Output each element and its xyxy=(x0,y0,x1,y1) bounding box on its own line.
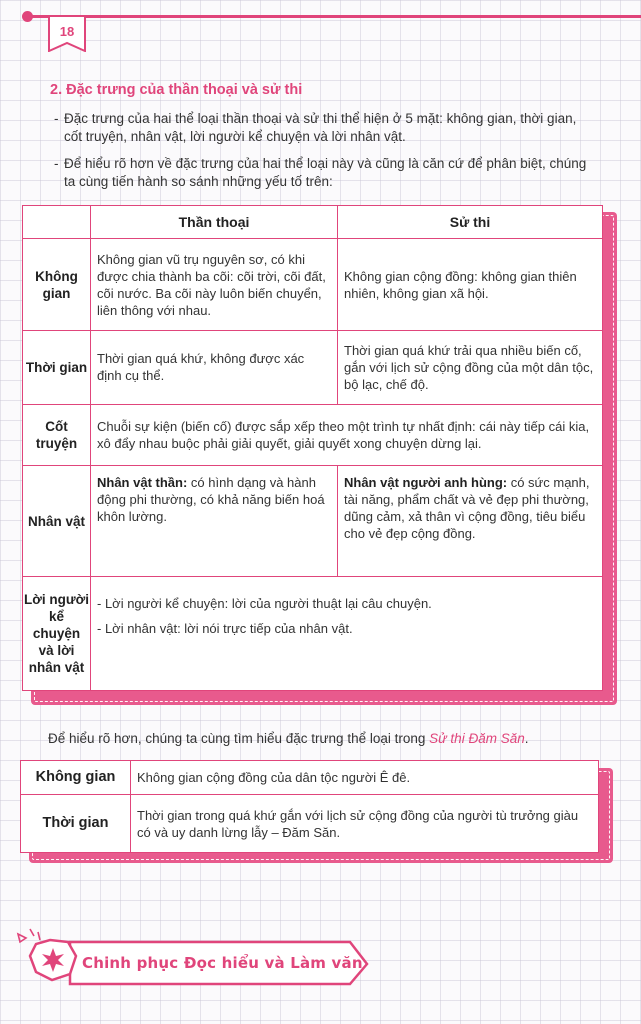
row-cot-truyen xyxy=(23,404,603,465)
bullet-dash: - xyxy=(54,111,59,126)
bullet-1 xyxy=(54,110,594,146)
khong-gian-su-thi: Không gian cộng đồng: không gian thiên nhiên, không gian xã hội. xyxy=(338,239,603,330)
khong-gian-than-thoai: Không gian vũ trụ nguyên sơ, có khi được chia thành ba cõi: cõi trời, cõi đất, cõi nước. Ba cõi này luôn biến chuyển, liên thông với nhau. xyxy=(91,239,338,330)
loi-ke-cell xyxy=(91,577,603,691)
bullet-dash: - xyxy=(54,156,59,171)
header-rule xyxy=(28,15,641,18)
nhan-vat-su-thi xyxy=(338,465,603,577)
dam-san-table xyxy=(20,760,599,853)
footer-banner xyxy=(12,926,372,988)
bullet-2-text: Để hiểu rõ hơn về đặc trưng của hai thể loại này và cũng là căn cứ để phân biệt, chúng ta cùng tiến hành so sánh những yếu tố trên: xyxy=(64,156,587,189)
row-label-cot-truyen: Cốt truyện xyxy=(23,404,91,465)
dam-san-thoi-gian-value: Thời gian trong quá khứ gắn với lịch sử cộng đồng của người tù trưởng giàu có và uy danh lừng lẫy – Đăm Săn. xyxy=(131,795,599,853)
dam-san-khong-gian-value: Không gian cộng đồng của dân tộc người Ê đê. xyxy=(131,761,599,795)
dam-san-intro-end: . xyxy=(524,731,529,746)
cot-truyen-text: Chuỗi sự kiện (biến cố) được sắp xếp theo một trình tự nhất định: cái này tiếp cái kia, xô đẩy nhau buộc phải giải quyết, giải quyết xong chuyện dừng lại. xyxy=(91,404,603,465)
row-loi-ke xyxy=(23,577,603,691)
footer-label: Chinh phục Đọc hiểu và Làm văn xyxy=(82,954,363,972)
sparkle-icon xyxy=(18,929,40,942)
nhan-vat-than-text: có hình dạng và hành động phi thường, có khả năng biến hoá khôn lường. xyxy=(97,474,325,524)
header-empty-cell xyxy=(23,206,91,239)
nhan-vat-anh-hung-text: có sức mạnh, tài năng, phẩm chất và vẻ đẹp phi thường, dũng cảm, xả thân vì cộng đồng, tiêu biểu cho vẻ đẹp cộng đồng. xyxy=(344,474,590,541)
row-label-nhan-vat: Nhân vật xyxy=(23,465,91,577)
row-label-loi-ke: Lời người kể chuyện và lời nhân vật xyxy=(23,577,91,691)
dam-san-label-thoi-gian: Thời gian xyxy=(21,795,131,853)
row-khong-gian xyxy=(23,239,603,330)
thoi-gian-su-thi: Thời gian quá khứ trải qua nhiều biến cố, gắn với lịch sử cộng đồng của một dân tộc, bộ lạc, chế độ. xyxy=(338,330,603,404)
dam-san-label-khong-gian: Không gian xyxy=(21,761,131,795)
table-header-row xyxy=(23,206,603,239)
dam-san-row-thoi-gian xyxy=(21,795,599,853)
nhan-vat-than-thoai xyxy=(91,465,338,577)
bullet-2 xyxy=(54,155,594,191)
comparison-table xyxy=(22,205,603,691)
loi-ke-line-2: - Lời nhân vật: lời nói trực tiếp của nhân vật. xyxy=(97,621,353,637)
dam-san-work-title: Sử thi Đăm Săn xyxy=(429,731,525,746)
header-than-thoai: Thần thoại xyxy=(91,206,338,239)
nhan-vat-anh-hung-lead: Nhân vật người anh hùng: xyxy=(344,474,508,490)
thoi-gian-than-thoai: Thời gian quá khứ, không được xác định cụ thể. xyxy=(91,330,338,404)
page-number-badge xyxy=(48,16,86,52)
dam-san-intro-text: Để hiểu rõ hơn, chúng ta cùng tìm hiểu đặc trưng thể loại trong xyxy=(48,731,430,746)
comparison-table-wrap xyxy=(22,205,617,705)
dam-san-row-khong-gian xyxy=(21,761,599,795)
page-number: 18 xyxy=(59,24,75,39)
row-nhan-vat xyxy=(23,465,603,577)
row-label-thoi-gian: Thời gian xyxy=(23,330,91,404)
header-su-thi: Sử thi xyxy=(338,206,603,239)
bullet-1-text: Đặc trưng của hai thể loại thần thoại và sử thi thể hiện ở 5 mặt: không gian, thời gian, cốt truyện, nhân vật, lời người kể chuyện và lời nhân vật. xyxy=(64,111,577,144)
dam-san-table-wrap xyxy=(20,760,613,863)
section-title: 2. Đặc trưng của thần thoại và sử thi xyxy=(50,82,303,98)
dam-san-intro xyxy=(48,731,529,746)
nhan-vat-than-lead: Nhân vật thần: xyxy=(97,474,188,490)
row-thoi-gian xyxy=(23,330,603,404)
loi-ke-line-1: - Lời người kể chuyện: lời của người thuật lại câu chuyện. xyxy=(97,596,432,612)
row-label-khong-gian: Không gian xyxy=(23,239,91,330)
